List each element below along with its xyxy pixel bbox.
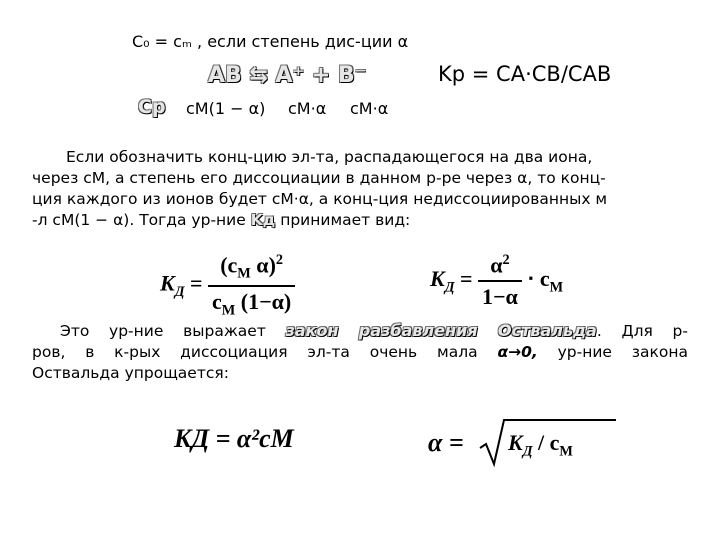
cp-value-a: cМ·α	[288, 99, 327, 118]
paragraph-2-line-1-start: Это ур-ние выражает	[60, 322, 266, 340]
paragraph-2-line-1-end: . Для р-	[596, 322, 688, 340]
paragraph-1-line-3: ция каждого из ионов будет cМ·α, а конц-ция недиссоциированных м	[32, 190, 608, 208]
paragraph-1-line-4	[32, 210, 692, 231]
numerator-sub: M	[237, 265, 251, 282]
numerator-tail: α)	[256, 252, 276, 278]
cp-value-b: cМ·α	[350, 99, 389, 118]
kd-fraction-2	[478, 252, 522, 310]
equals-sign: =	[189, 270, 203, 296]
paragraph-1	[32, 147, 692, 231]
multiply-sign: ⋅	[527, 266, 535, 292]
denominator-sub: M	[221, 302, 236, 319]
paragraph-1-line-1: Если обозначить конц-цию эл-та, распадающегося на два иона,	[66, 148, 593, 166]
ostwald-law-name: закон разбавления Оствальда	[285, 321, 597, 340]
cm-factor: c	[539, 266, 550, 292]
denominator-c: c	[212, 288, 222, 314]
paragraph-2-line-3: Оствальда упрощается:	[32, 364, 229, 382]
kd-numerator	[216, 252, 287, 285]
paragraph-2	[32, 320, 688, 384]
paragraph-2-line-2-start: ров, в к-рых диссоциация эл-та очень мала	[32, 343, 478, 361]
kd-subscript: Д	[174, 283, 185, 300]
condition-text: если степень дис-ции α	[207, 32, 409, 51]
kd-denominator-2: 1−α	[478, 280, 522, 310]
radicand-k: K	[508, 430, 523, 455]
numerator-open: (c	[220, 252, 238, 278]
paragraph-2-line-2	[32, 342, 688, 363]
cp-value-ab: cМ(1 − α)	[186, 99, 266, 118]
equals-sign-2: =	[459, 266, 473, 292]
numerator-power: 2	[275, 252, 284, 268]
kd-subscript-2: Д	[444, 279, 455, 296]
cm-factor-sub: M	[549, 279, 564, 296]
kd-formula-full	[160, 252, 295, 319]
paragraph-2-line-1	[32, 320, 688, 342]
radicand-tail: / c	[537, 430, 560, 455]
paragraph-2-line-2-end: ур-ние закона	[557, 343, 688, 361]
alpha: α	[490, 252, 503, 278]
kd-denominator	[208, 285, 295, 319]
radicand-k-sub: Д	[522, 443, 533, 460]
denominator-tail: (1−α)	[240, 288, 292, 314]
kd-symbol-2: K	[430, 266, 445, 292]
kd-ostwald-approx: KД = α²cМ	[174, 424, 294, 453]
dissociation-reaction: AB ⇆ A⁺ + B⁻	[208, 63, 367, 88]
kd-fraction	[208, 252, 295, 319]
sqrt-radicand	[508, 430, 573, 460]
paragraph-1-end: принимает вид:	[280, 211, 411, 229]
paragraph-1-line-2: через cМ, а степень его диссоциации в данном р-ре через α, то конц-	[32, 169, 606, 187]
kd-formula-simplified	[430, 252, 563, 310]
condition-lhs: C₀ = cₘ ,	[132, 32, 203, 51]
cp-label: Cр	[138, 96, 166, 118]
paragraph-1-line-4-text: -л cМ(1 − α). Тогда ур-ние	[32, 211, 246, 229]
kp-formula: Kр = CA·CB/CAB	[438, 62, 612, 86]
kd-label: Kд	[250, 211, 276, 229]
alpha-power: 2	[502, 252, 510, 268]
alpha-equals: α =	[428, 428, 464, 457]
radicand-tail-sub: M	[559, 443, 573, 460]
condition-line	[132, 32, 408, 51]
kd-numerator-2	[486, 252, 513, 280]
kd-symbol: K	[160, 270, 175, 296]
alpha-limit: α→0,	[497, 343, 538, 361]
